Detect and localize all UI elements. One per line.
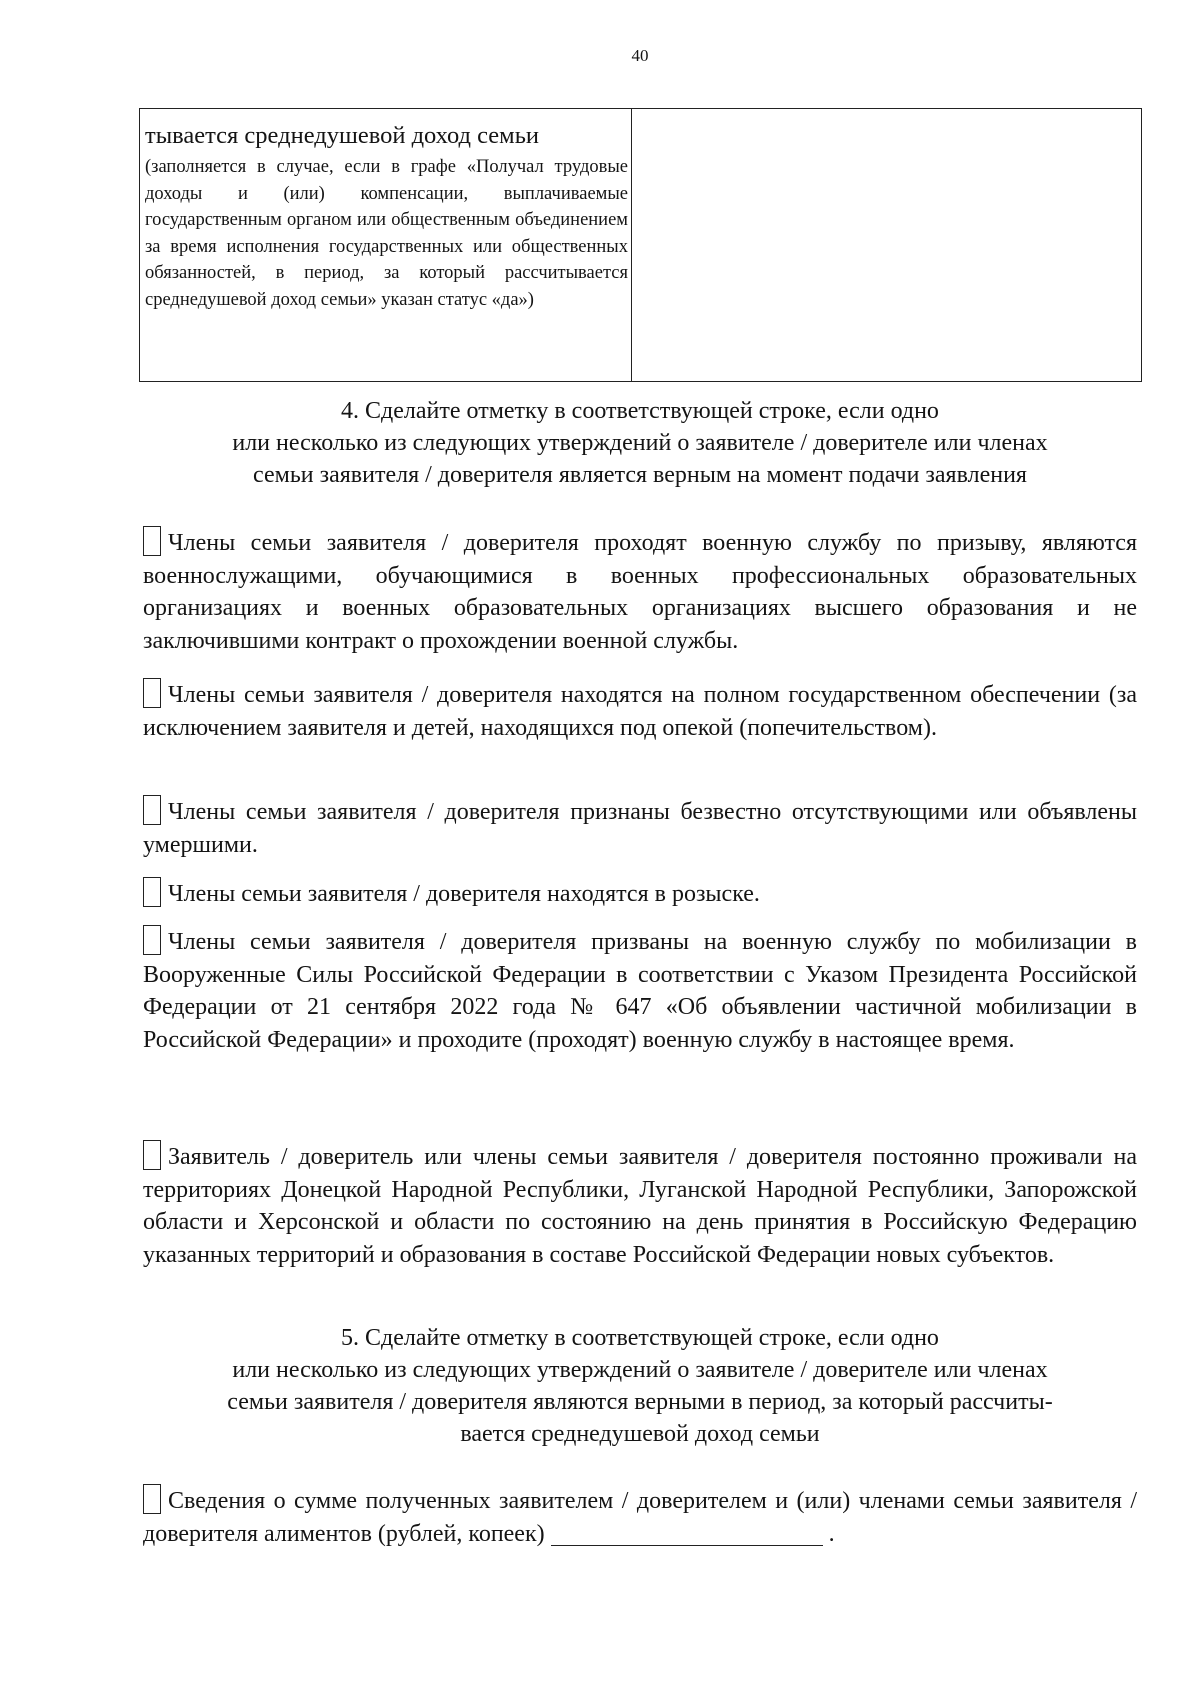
section-5-title-line: 5. Сделайте отметку в соответствующей строке, если одно bbox=[341, 1325, 939, 1351]
option-text: Заявитель / доверитель или члены семьи заявителя / доверителя постоянно проживали на территориях Донецкой Народной Республики, Луганской Народной Республики, Запорожской области и Херсонской и области по состоянию на день принятия в Российскую Федерацию указанных территорий и образования в составе Российской Федерации новых субъектов. bbox=[143, 1144, 1137, 1268]
section-4-title-line: семьи заявителя / доверителя является верным на момент подачи заявления bbox=[253, 462, 1027, 488]
checkbox-wanted[interactable] bbox=[143, 877, 161, 907]
section-4-option-wanted bbox=[143, 877, 1137, 911]
option-end: . bbox=[828, 1520, 835, 1547]
checkbox-state-support[interactable] bbox=[143, 678, 161, 708]
page-number: 40 bbox=[631, 46, 649, 65]
section-4-title-line: или несколько из следующих утверждений о заявителе / доверителе или членах bbox=[232, 430, 1048, 456]
option-text: Члены семьи заявителя / доверителя призваны на военную службу по мобилизации в Вооруженные Силы Российской Федерации в соответствии с Указом Президента Российской Федерации от 21 сентября 2022 года № 647 «Об объявлении частичной мобилизации в Российской Федерации» и проходите (проходят) военную службу в настоящее время. bbox=[143, 929, 1137, 1053]
option-text: Сведения о сумме полученных заявителем / доверителем и (или) членами семьи заявителя / доверителя алиментов (рублей, копеек) bbox=[143, 1488, 1137, 1547]
continued-table bbox=[139, 108, 1142, 382]
checkbox-missing-or-deceased[interactable] bbox=[143, 795, 161, 825]
section-4-option-state-support bbox=[143, 678, 1137, 744]
table-left-cell bbox=[145, 122, 628, 313]
section-4-option-new-territories bbox=[143, 1140, 1137, 1271]
section-5-title-line: семьи заявителя / доверителя являются верными в период, за который рассчиты- bbox=[227, 1389, 1053, 1415]
option-text: Члены семьи заявителя / доверителя находятся на полном государственном обеспечении (за исключением заявителя и детей, находящихся под опекой (попечительством). bbox=[143, 682, 1137, 741]
section-4-title bbox=[140, 395, 1140, 491]
checkbox-alimony[interactable] bbox=[143, 1484, 161, 1514]
option-text: Члены семьи заявителя / доверителя находятся в розыске. bbox=[168, 881, 760, 907]
table-cell-note: (заполняется в случае, если в графе «Получал трудовые доходы и (или) компенсации, выплачиваемые государственным органом или общественным объединением за время исполнения государственных или общественных обязанностей, в период, за который рассчитывается среднедушевой доход семьи» указан статус «да») bbox=[145, 157, 628, 310]
checkbox-new-territories[interactable] bbox=[143, 1140, 161, 1170]
option-text: Члены семьи заявителя / доверителя проходят военную службу по призыву, являются военнослужащими, обучающимися в военных профессиональных образовательных организациях и военных образовательных организациях высшего образования и не заключившими контракт о прохождении военной службы. bbox=[143, 530, 1137, 654]
section-5-title-line: или несколько из следующих утверждений о заявителе / доверителе или членах bbox=[232, 1357, 1048, 1383]
section-4-option-military-service bbox=[143, 526, 1137, 657]
section-5-title bbox=[140, 1322, 1140, 1450]
alimony-amount-field[interactable] bbox=[551, 1523, 823, 1546]
section-5-title-line: вается среднедушевой доход семьи bbox=[460, 1421, 820, 1447]
option-text: Члены семьи заявителя / доверителя признаны безвестно отсутствующими или объявлены умершими. bbox=[143, 799, 1137, 858]
section-4-option-mobilization bbox=[143, 925, 1137, 1056]
table-right-cell-input[interactable] bbox=[633, 109, 1141, 381]
section-4-title-line: 4. Сделайте отметку в соответствующей строке, если одно bbox=[341, 398, 939, 424]
section-5-option-alimony bbox=[143, 1484, 1137, 1550]
section-4-option-missing-or-deceased bbox=[143, 795, 1137, 861]
table-cell-heading: тывается среднедушевой доход семьи bbox=[145, 122, 539, 149]
checkbox-mobilization[interactable] bbox=[143, 925, 161, 955]
table-column-divider bbox=[631, 109, 632, 381]
checkbox-military-service[interactable] bbox=[143, 526, 161, 556]
